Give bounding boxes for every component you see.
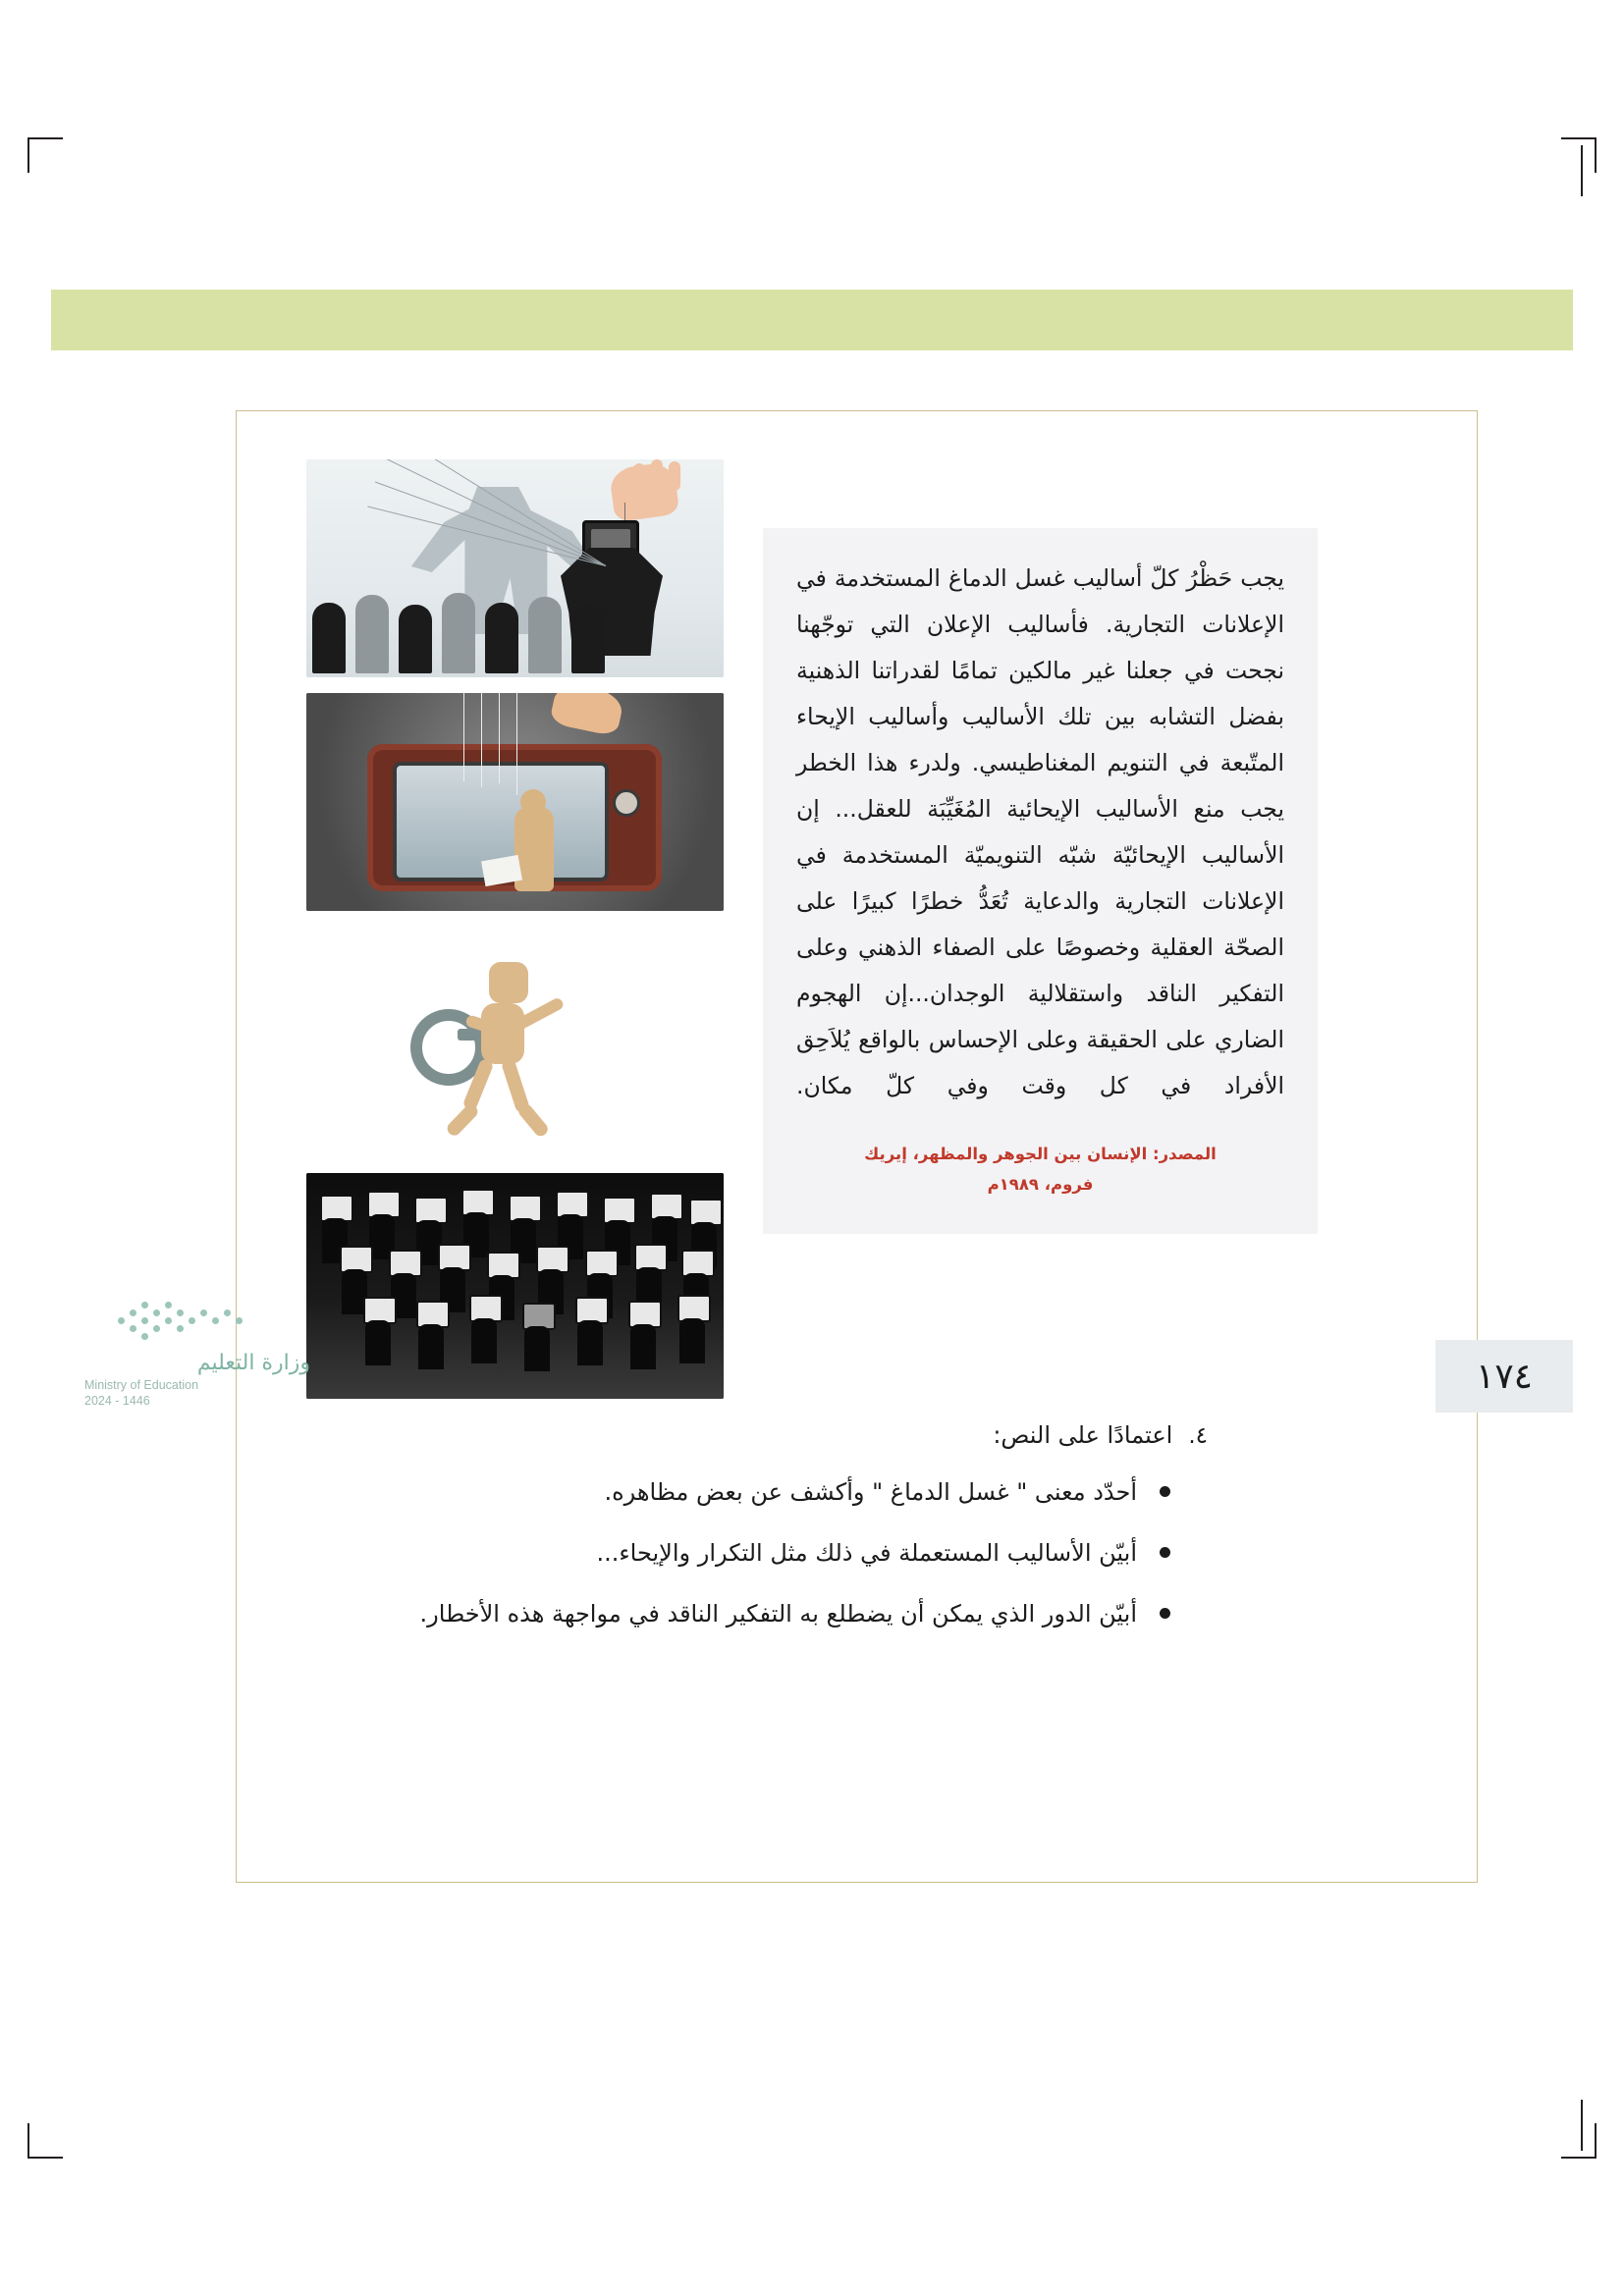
- figure-1-finger: [633, 463, 645, 491]
- page-number: ١٧٤: [1476, 1356, 1534, 1397]
- figure-2-string: [516, 693, 517, 795]
- header-band: [51, 290, 1573, 350]
- figure-2-string: [463, 693, 464, 781]
- figure-crowd-with-television-heads: [306, 1173, 724, 1399]
- figure-1-crowd-person: [312, 603, 346, 673]
- figure-1-finger: [669, 461, 680, 491]
- figure-shadow-puppeteer-tv-head: [306, 459, 724, 677]
- question-bullet-list: [306, 1474, 1318, 1631]
- figure-wind-up-walking-mannequin: [306, 927, 724, 1157]
- list-item: أبيّن الدور الذي يمكن أن يضطلع به التفكير الناقد في مواجهة هذه الأخطار.: [306, 1596, 1170, 1631]
- figure-1-crowd-person: [442, 593, 475, 673]
- figure-2-knob: [613, 789, 640, 817]
- question-number: ٤.: [1188, 1423, 1208, 1449]
- list-item: أبيّن الأساليب المستعملة في ذلك مثل التكرار والإيحاء...: [306, 1535, 1170, 1571]
- quote-source-line-2: فروم، ١٩٨٩م: [987, 1175, 1094, 1195]
- crop-mark-top-right: [1561, 137, 1597, 173]
- figure-1-crowd: [312, 583, 626, 673]
- figure-2-television: [367, 744, 662, 891]
- list-item: أحدّد معنى " غسل الدماغ " وأكشف عن بعض مظاهره.: [306, 1474, 1170, 1510]
- figure-3-head: [489, 962, 528, 1003]
- figure-1-crowd-person: [355, 595, 389, 673]
- ministry-name-en: Ministry of Education: [84, 1378, 199, 1392]
- quote-source: [796, 1139, 1284, 1201]
- ministry-year: 2024 - 1446: [84, 1394, 150, 1408]
- question-lead: [306, 1421, 1318, 1449]
- registration-tick-top-right: [1581, 145, 1583, 196]
- ministry-logo: [84, 1296, 310, 1408]
- figure-1-crowd-person: [528, 597, 562, 673]
- figure-column: [306, 459, 724, 1415]
- crop-mark-top-left: [27, 137, 63, 173]
- figure-1-crowd-person: [485, 603, 518, 673]
- quote-box: [763, 528, 1318, 1234]
- ministry-logo-dots: [116, 1296, 253, 1347]
- page-number-box: [1435, 1340, 1573, 1413]
- quote-body-text: يجب حَظْرُ كلّ أساليب غسل الدماغ المستخدمة في الإعلانات التجارية. فأساليب الإعلان التي توجّهنا نجحت في جعلنا غير مالكين تمامًا لقدراتنا الذهنية بفضل التشابه بين تلك الأساليب وأساليب الإيحاء المتّبعة في التنويم المغناطيسي. ولدرء هذا الخطر يجب منع الأساليب الإيحائية المُغَيِّبَة للعقل... إن الأساليب الإيحائيّة شبّه التنويميّة المستخدمة في الإعلانات التجارية والدعاية تُعَدُّ خطرًا كبيرًا على الصحّة العقلية وخصوصًا على الصفاء الذهني وعلى التفكير الناقد واستقلالية الوجدان...إن الهجوم الضاري على الحقيقة وعلى الإحساس بالواقع يُلاَحِق الأفراد في كل وقت وفي كلّ مكان.: [796, 564, 1284, 1099]
- crop-mark-bottom-right: [1561, 2123, 1597, 2159]
- figure-1-crowd-person: [571, 605, 605, 673]
- figure-1-finger: [651, 459, 663, 493]
- figure-2-string: [481, 693, 482, 787]
- questions-section: [306, 1421, 1318, 1657]
- figure-1-crowd-person: [399, 605, 432, 673]
- figure-2-string: [499, 693, 500, 783]
- question-lead-text: اعتمادًا على النص:: [993, 1421, 1173, 1449]
- registration-tick-bottom-right: [1581, 2100, 1583, 2151]
- ministry-name-ar: وزارة التعليم: [196, 1351, 310, 1375]
- figure-marionette-inside-television: [306, 693, 724, 911]
- figure-2-marionette-head: [520, 789, 546, 815]
- quote-source-line-1: المصدر: الإنسان بين الجوهر والمظهر، إيريك: [864, 1145, 1217, 1163]
- crop-mark-bottom-left: [27, 2123, 63, 2159]
